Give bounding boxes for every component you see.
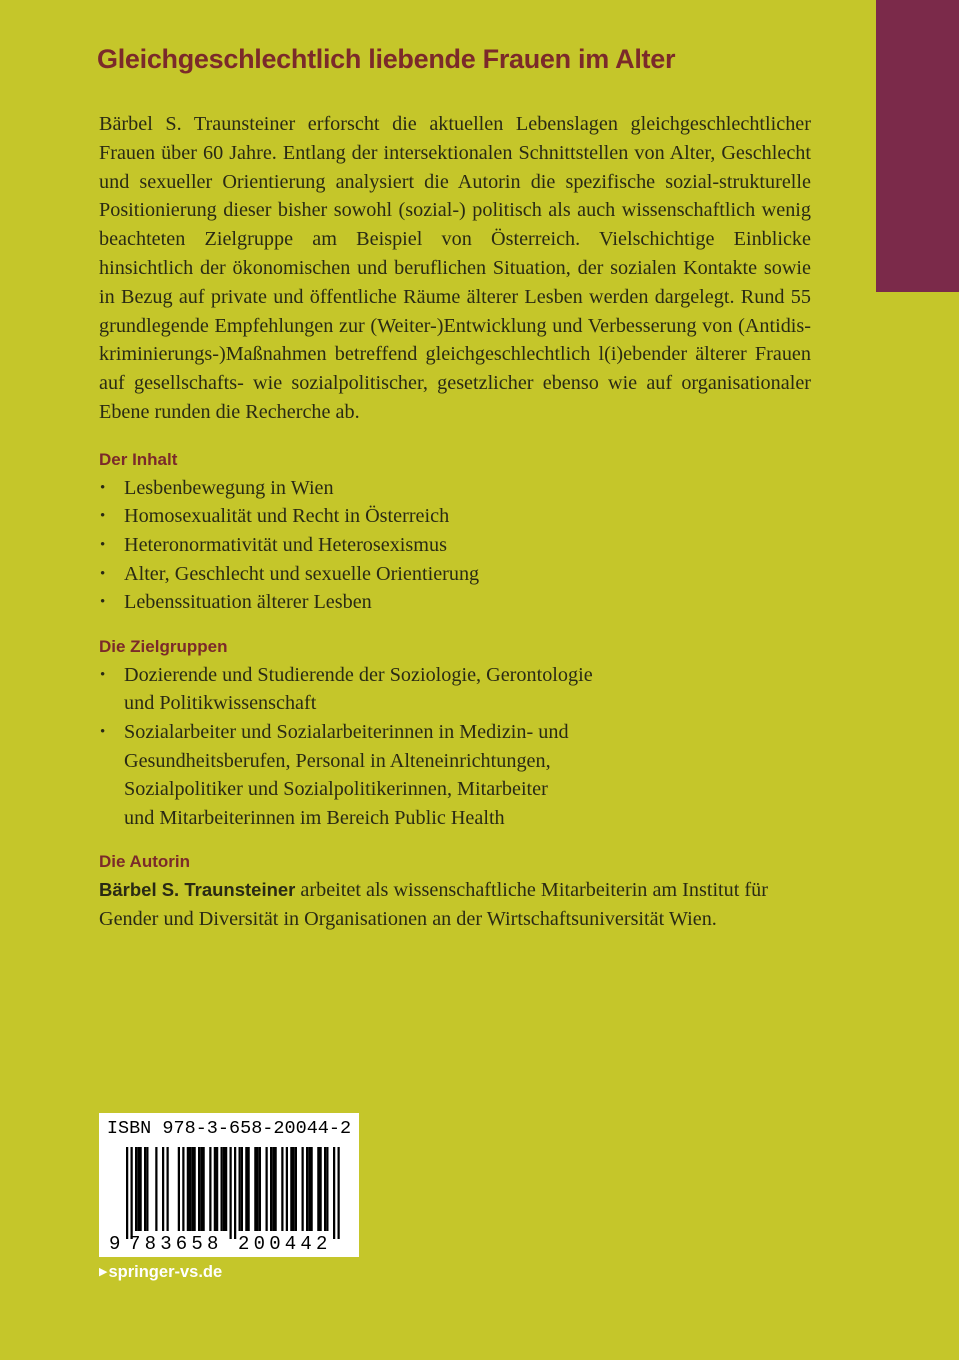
barcode-bar — [191, 1147, 193, 1231]
barcode-bar — [137, 1147, 139, 1231]
barcode-bar — [146, 1147, 148, 1231]
barcode-bar — [223, 1147, 225, 1231]
barcode-guard-bar — [230, 1147, 232, 1239]
barcode-bar — [135, 1147, 137, 1231]
barcode-bar — [189, 1147, 191, 1231]
list-item-line: Gesundheitsberufen, Personal in Alteneinrichtungen, — [124, 749, 551, 772]
barcode-bar — [187, 1147, 189, 1231]
barcode-bar — [225, 1147, 227, 1231]
list-item: • Lebenssituation älterer Lesben — [99, 588, 811, 617]
barcode-bar — [311, 1147, 313, 1231]
list-item-line: Sozialpolitiker und Sozialpolitikerinnen, Mitarbeiter — [124, 778, 548, 801]
barcode-bar — [209, 1147, 211, 1231]
barcode-bar — [281, 1147, 283, 1231]
inhalt-list — [99, 474, 811, 617]
barcode-bar — [248, 1147, 250, 1231]
barcode-bar — [140, 1147, 142, 1231]
author-bio-text: arbeitet als wissenschaftliche Mitarbeiterin am Institut für Gender und Diversität in Organisationen an der Wirtschaftsuniversität Wien. — [99, 879, 768, 931]
barcode-bar — [245, 1147, 247, 1231]
isbn-label: ISBN 978-3-658-20044-2 — [106, 1118, 352, 1139]
barcode-bar — [293, 1147, 295, 1231]
barcode-guard-bar — [131, 1147, 133, 1239]
barcode-bar — [203, 1147, 205, 1231]
author-name: Bärbel S. Traunsteiner — [99, 879, 296, 901]
barcode-bar — [308, 1147, 310, 1231]
list-item: • Homosexualität und Recht in Österreich — [99, 502, 811, 531]
barcode-bar — [239, 1147, 241, 1231]
barcode-bar — [275, 1147, 277, 1231]
section-heading-inhalt: Der Inhalt — [99, 449, 178, 469]
section-heading-zielgruppen: Die Zielgruppen — [99, 636, 228, 656]
barcode-bar — [214, 1147, 216, 1231]
barcode-bar — [167, 1147, 169, 1231]
barcode-guard-bar — [126, 1147, 128, 1239]
book-title: Gleichgeschlechtlich liebende Frauen im Alter — [97, 44, 676, 74]
list-item-line: • Dozierende und Studierende der Soziologie, Gerontologie — [124, 663, 593, 686]
list-item — [99, 661, 811, 718]
ean-right-group: 200442 — [238, 1233, 332, 1255]
publisher-link[interactable] — [99, 1263, 222, 1282]
ean-left-group: 783658 — [129, 1233, 223, 1255]
barcode-bar — [155, 1147, 157, 1231]
barcode-bar — [290, 1147, 292, 1231]
barcode-bar — [254, 1147, 256, 1231]
barcode-bar — [302, 1147, 304, 1231]
barcode-bar — [257, 1147, 259, 1231]
barcode-bar — [182, 1147, 184, 1231]
barcode-bar — [198, 1147, 200, 1231]
barcode-bar — [178, 1147, 180, 1231]
author-bio — [99, 876, 811, 934]
list-item: • Lesbenbewegung in Wien — [99, 474, 811, 503]
barcode-bar — [317, 1147, 319, 1231]
barcode-bar — [221, 1147, 223, 1231]
list-item: • Heteronormativität und Heterosexismus — [99, 531, 811, 560]
barcode-bar — [259, 1147, 261, 1231]
barcode-bar — [270, 1147, 272, 1231]
barcode-bar — [144, 1147, 146, 1231]
intro-paragraph: Bärbel S. Traunsteiner erforscht die aktuellen Lebenslagen gleichgeschlechtlicher Frauen über 60 Jahre. Entlang der intersektionalen Schnittstellen von Alter, Geschlecht und sexueller Orientierung analysiert die Autorin die spezifische sozial-strukturelle Positionierung dieser bisher sowohl (sozial-) politisch als auch wissenschaftlich wenig beachteten Zielgruppe am Beispiel von Österreich. Vielschichtige Einblicke hinsichtlich der ökonomischen und beruflichen Situation, der sozialen Kontakte sowie in Bezug auf private und öffentliche Räume älterer Lesben werden dargelegt. Rund 55 grundlegende Empfehlungen zur (Weiter-)Entwicklung und Verbesserung von (Antidiskriminierungs-)Maßnahmen betreffend gleichgeschlechtlich l(i)ebender älterer Frauen auf gesellschafts- wie sozialpolitischer, gesetzlicher ebenso wie auf organisationaler Ebene runden die Recherche ab. — [99, 113, 811, 423]
barcode-bar — [326, 1147, 328, 1231]
publisher-url: springer-vs.de — [108, 1263, 223, 1281]
section-heading-autorin: Die Autorin — [99, 852, 190, 872]
barcode-bar — [266, 1147, 268, 1231]
barcode-bar — [295, 1147, 297, 1231]
barcode-bar — [320, 1147, 322, 1231]
barcode-bar — [324, 1147, 326, 1231]
list-item: • Alter, Geschlecht und sexuelle Orientierung — [99, 560, 811, 589]
barcode-bar — [216, 1147, 218, 1231]
arrow-icon: ▶ — [99, 1266, 108, 1278]
list-item-line: • Sozialarbeiter und Sozialarbeiterinnen in Medizin- und — [124, 720, 569, 743]
barcode-bar — [200, 1147, 202, 1231]
ean-first-digit: 9 — [109, 1233, 121, 1255]
barcode-guard-bar — [234, 1147, 236, 1239]
side-color-band — [876, 0, 959, 292]
barcode-bar — [162, 1147, 164, 1231]
isbn-barcode — [99, 1113, 359, 1257]
barcode-guard-bar — [333, 1147, 335, 1239]
barcode-guard-bar — [338, 1147, 340, 1239]
barcode-bar — [306, 1147, 308, 1231]
barcode-bar — [241, 1147, 243, 1231]
barcode-bar — [272, 1147, 274, 1231]
barcode-bar — [286, 1147, 288, 1231]
zielgruppen-list — [99, 661, 811, 833]
list-item — [99, 718, 811, 832]
barcode-bar — [194, 1147, 196, 1231]
back-cover-content — [99, 110, 811, 934]
list-item-line: und Politikwissenschaft — [124, 692, 317, 715]
list-item-line: und Mitarbeiterinnen im Bereich Public Health — [124, 806, 505, 829]
